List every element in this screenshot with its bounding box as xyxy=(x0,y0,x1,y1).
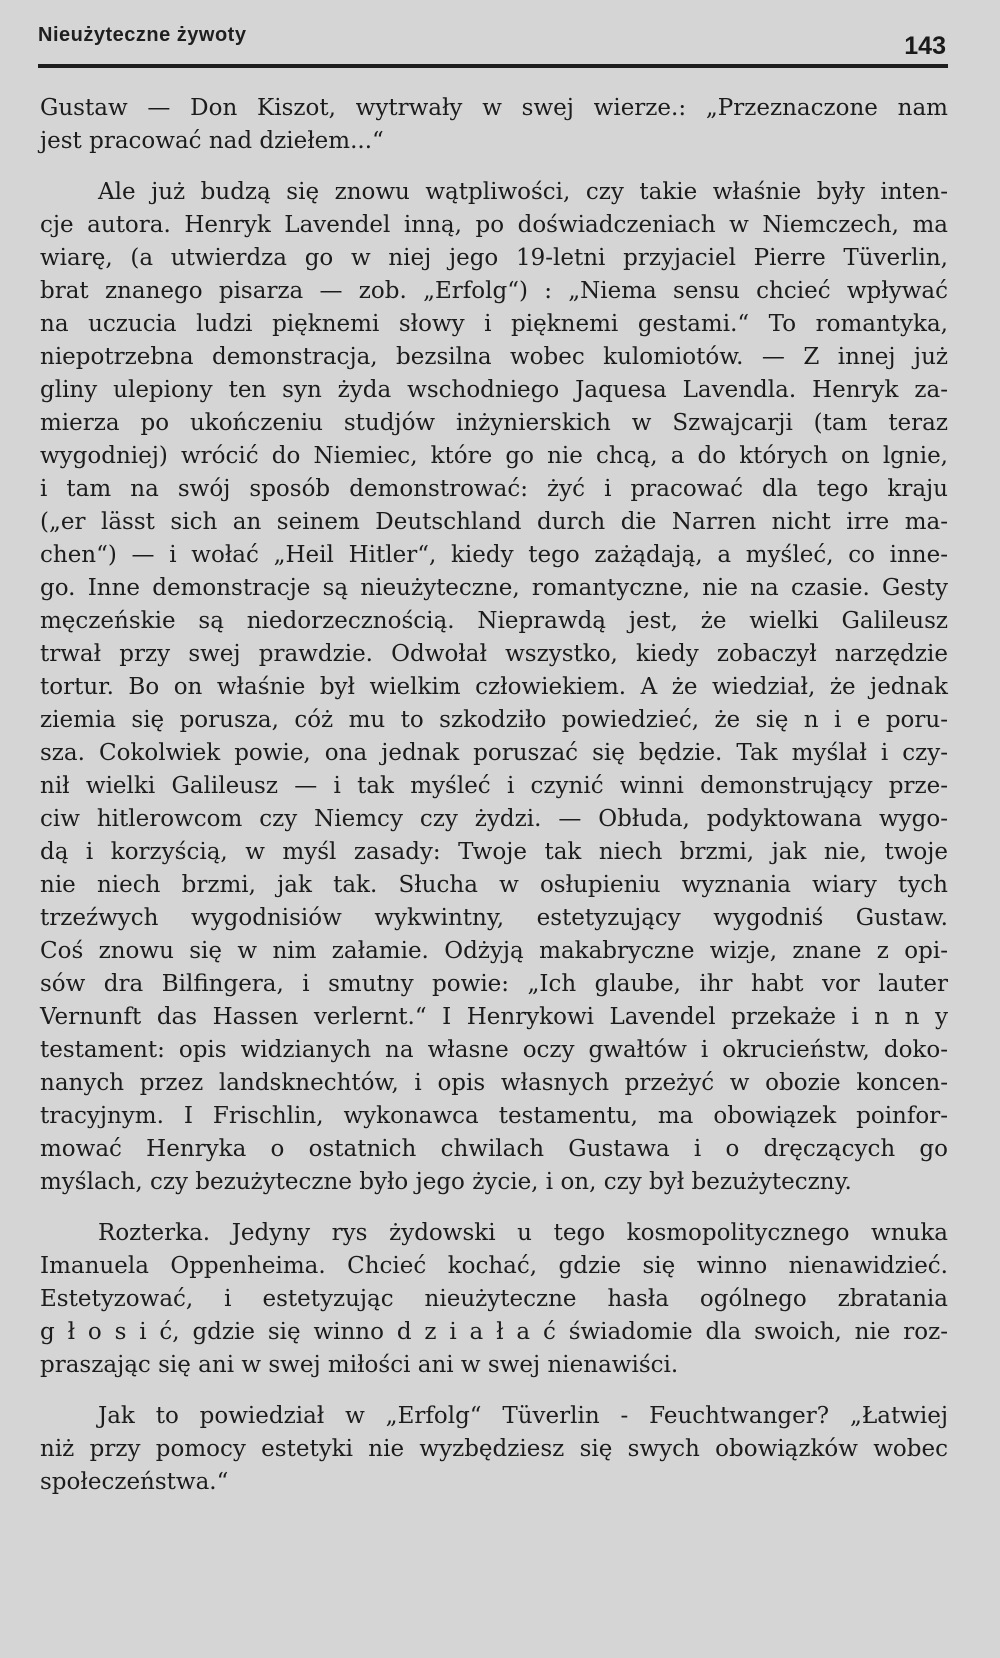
text-line: Estetyzować, i estetyzując nieużyteczne hasła ogólnego zbratania xyxy=(40,1286,948,1312)
text-line: cje autora. Henryk Lavendel inną, po doświadczeniach w Niemczech, ma xyxy=(40,212,948,238)
text-line: praszając się ani w swej miłości ani w swej nienawiści. xyxy=(40,1352,679,1378)
text-line: Gustaw — Don Kiszot, wytrwały w swej wierze.: „Przeznaczone nam xyxy=(40,95,948,121)
text-line: testament: opis widzianych na własne oczy gwałtów i okrucieństw, doko- xyxy=(40,1037,948,1063)
text-line: gliny ulepiony ten syn żyda wschodniego Jaquesa Lavendla. Henryk za- xyxy=(40,377,948,403)
paragraph-2 xyxy=(40,176,948,1199)
text-line: Coś znowu się w nim załamie. Odżyją makabryczne wizje, znane z opi- xyxy=(40,938,948,964)
text-line: Imanuela Oppenheima. Chcieć kochać, gdzie się winno nienawidzieć. xyxy=(40,1253,948,1279)
text-line: nił wielki Galileusz — i tak myśleć i czynić winni demonstrujący prze- xyxy=(40,773,948,799)
paragraph-4 xyxy=(40,1400,948,1499)
paragraph-1 xyxy=(40,92,948,158)
text-line: mować Henryka o ostatnich chwilach Gustawa i o dręczących go xyxy=(40,1136,948,1162)
text-line: brat znanego pisarza — zob. „Erfolg“) : „Niema sensu chcieć wpływać xyxy=(40,278,948,304)
text-line: nie niech brzmi, jak tak. Słucha w osłupieniu wyznania wiary tych xyxy=(40,872,948,898)
page-header xyxy=(38,22,948,70)
text-line: wiarę, (a utwierdza go w niej jego 19-letni przyjaciel Pierre Tüverlin, xyxy=(40,245,948,271)
text-line: wygodniej) wrócić do Niemiec, które go nie chcą, a do których on lgnie, xyxy=(40,443,948,469)
text-line: Jak to powiedział w „Erfolg“ Tüverlin - Feuchtwanger? „Łatwiej xyxy=(98,1403,948,1429)
page-number: 143 xyxy=(904,32,946,60)
text-line: męczeńskie są niedorzecznością. Nieprawdą jest, że wielki Galileusz xyxy=(40,608,948,634)
text-line: trwał przy swej prawdzie. Odwołał wszystko, kiedy zobaczył narzędzie xyxy=(40,641,948,667)
text-line: dą i korzyścią, w myśl zasady: Twoje tak niech brzmi, jak nie, twoje xyxy=(40,839,948,865)
text-line: trzeźwych wygodnisiów wykwintny, estetyzujący wygodniś Gustaw. xyxy=(40,905,948,931)
text-line: sów dra Bilfingera, i smutny powie: „Ich glaube, ihr habt vor lauter xyxy=(40,971,948,997)
header-rule xyxy=(38,64,948,68)
paragraph-gap xyxy=(40,1199,948,1217)
text-line: Vernunft das Hassen verlernt.“ I Henrykowi Lavendel przekaże i n n y xyxy=(40,1004,948,1030)
text-line: Ale już budzą się znowu wątpliwości, czy takie właśnie były inten- xyxy=(98,179,948,205)
text-line: jest pracować nad dziełem...“ xyxy=(40,128,384,154)
body-text xyxy=(40,92,948,1499)
text-line: tracyjnym. I Frischlin, wykonawca testamentu, ma obowiązek poinfor- xyxy=(40,1103,948,1129)
text-line: myślach, czy bezużyteczne było jego życie, i on, czy był bezużyteczny. xyxy=(40,1169,852,1195)
text-line: mierza po ukończeniu studjów inżynierskich w Szwajcarji (tam teraz xyxy=(40,410,948,436)
text-line: ziemia się porusza, cóż mu to szkodziło powiedzieć, że się n i e poru- xyxy=(40,707,948,733)
running-title: Nieużyteczne żywoty xyxy=(38,24,247,46)
text-line: go. Inne demonstracje są nieużyteczne, romantyczne, nie na czasie. Gesty xyxy=(40,575,948,601)
text-line: tortur. Bo on właśnie był wielkim człowiekiem. A że wiedział, że jednak xyxy=(40,674,948,700)
text-line: Rozterka. Jedyny rys żydowski u tego kosmopolitycznego wnuka xyxy=(98,1220,948,1246)
text-line: niepotrzebna demonstracja, bezsilna wobec kulomiotów. — Z innej już xyxy=(40,344,948,370)
text-line: na uczucia ludzi pięknemi słowy i pięknemi gestami.“ To romantyka, xyxy=(40,311,948,337)
text-line: nanych przez landsknechtów, i opis własnych przeżyć w obozie koncen- xyxy=(40,1070,948,1096)
text-line: chen“) — i wołać „Heil Hitler“, kiedy tego zażądają, a myśleć, co inne- xyxy=(40,542,948,568)
paragraph-gap xyxy=(40,158,948,176)
text-line: ciw hitlerowcom czy Niemcy czy żydzi. — Obłuda, podyktowana wygo- xyxy=(40,806,948,832)
paragraph-3 xyxy=(40,1217,948,1382)
text-line: sza. Cokolwiek powie, ona jednak poruszać się będzie. Tak myślał i czy- xyxy=(40,740,948,766)
text-line: społeczeństwa.“ xyxy=(40,1469,229,1495)
text-line: niż przy pomocy estetyki nie wyzbędziesz się swych obowiązków wobec xyxy=(40,1436,948,1462)
text-line: i tam na swój sposób demonstrować: żyć i pracować dla tego kraju xyxy=(40,476,948,502)
text-line: g ł o s i ć, gdzie się winno d z i a ł a ć świadomie dla swoich, nie roz- xyxy=(40,1319,948,1345)
text-line: („er lässt sich an seinem Deutschland durch die Narren nicht irre ma- xyxy=(40,509,948,535)
paragraph-gap xyxy=(40,1382,948,1400)
